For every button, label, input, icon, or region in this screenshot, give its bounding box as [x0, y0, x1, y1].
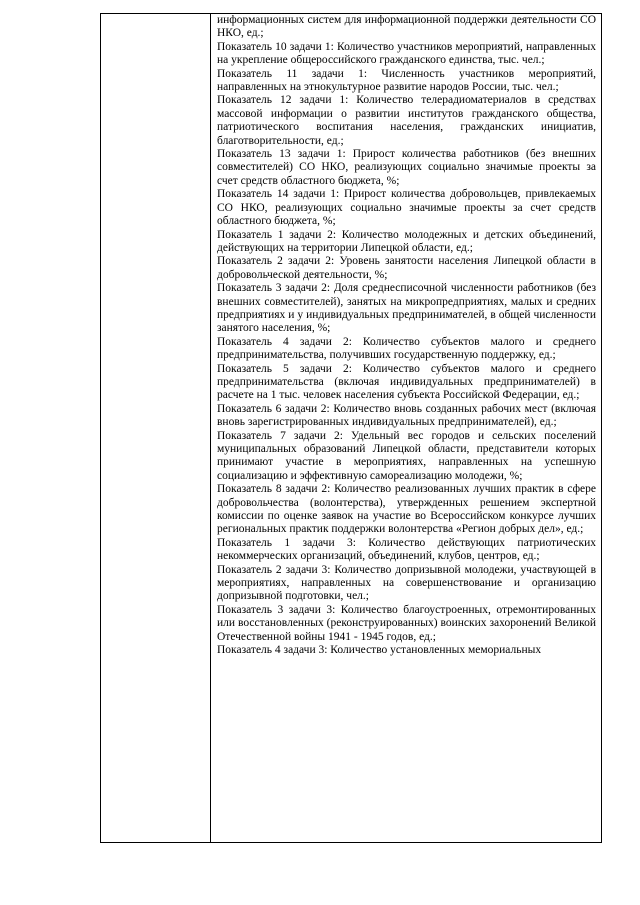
paragraph: Показатель 3 задачи 2: Доля среднесписочной численности работников (без внешних совместителей), занятых на микропредприятиях, малых и средних предприятиях и у индивидуальных предпринимателей, в общей численности занятого населения, %; [217, 282, 596, 335]
paragraph: Показатель 6 задачи 2: Количество вновь созданных рабочих мест (включая вновь зарегистрированных индивидуальных предпринимателей), ед.; [217, 402, 596, 429]
paragraph: Показатель 10 задачи 1: Количество участников мероприятий, направленных на укрепление общероссийского гражданского единства, тыс. чел.; [217, 40, 596, 67]
paragraph: Показатель 2 задачи 3: Количество допризывной молодежи, участвующей в мероприятиях, направленных на совершенствование и организацию допризывной подготовки, чел.; [217, 563, 596, 603]
paragraph: Показатель 14 задачи 1: Прирост количества добровольцев, привлекаемых СО НКО, реализующих социально значимые проекты за счет средств областного бюджета, %; [217, 188, 596, 228]
paragraph: Показатель 2 задачи 2: Уровень занятости населения Липецкой области в добровольческой деятельности, %; [217, 255, 596, 281]
paragraph: Показатель 1 задачи 3: Количество действующих патриотических некоммерческих организаций, объединений, клубов, центров, ед.; [217, 536, 596, 563]
paragraph: Показатель 11 задачи 1: Численность участников мероприятий, направленных на этнокультурное развитие народов России, тыс. чел.; [217, 67, 596, 94]
table-left-column [101, 14, 211, 842]
paragraph: Показатель 1 задачи 2: Количество молодежных и детских объединений, действующих на территории Липецкой области, ед.; [217, 228, 596, 254]
indicator-table [100, 13, 602, 843]
paragraph: Показатель 12 задачи 1: Количество телерадиоматериалов в средствах массовой информации о развитии институтов гражданского общества, патриотического воспитания населения, гражданских инициатив, благотворительности, ед.; [217, 94, 596, 147]
table-right-column [211, 14, 601, 842]
paragraph: Показатель 5 задачи 2: Количество субъектов малого и среднего предпринимательства (включая индивидуальных предпринимателей) в расчете на 1 тыс. человек населения субъекта Российской Федерации, ед.; [217, 362, 596, 402]
paragraph: Показатель 4 задачи 2: Количество субъектов малого и среднего предпринимательства, получивших государственную поддержку, ед.; [217, 335, 596, 362]
paragraph: Показатель 7 задачи 2: Удельный вес городов и сельских поселений муниципальных образований Липецкой области, представители которых принимают участие в мероприятиях, направленных на успешную социализацию и эффективную самореализацию молодежи, %; [217, 429, 596, 482]
paragraph: Показатель 13 задачи 1: Прирост количества работников (без внешних совместителей) СО НКО, реализующих социально значимые проекты за счет средств областного бюджета, %; [217, 148, 596, 187]
paragraph: Показатель 4 задачи 3: Количество установленных мемориальных [217, 644, 542, 657]
paragraph: Показатель 8 задачи 2: Количество реализованных лучших практик в сфере добровольчества (волонтерства), утвержденных решением экспертной комиссии по оценке заявок на участие во Всероссийском конкурсе лучших региональных практик поддержки волонтерства «Регион добрых дел», ед.; [217, 483, 596, 536]
paragraph: информационных систем для информационной поддержки деятельности СО НКО, ед.; [217, 14, 596, 40]
paragraph: Показатель 3 задачи 3: Количество благоустроенных, отремонтированных или восстановленных (реконструированных) воинских захоронений Великой Отечественной войны 1941 - 1945 годов, ед.; [217, 603, 596, 643]
